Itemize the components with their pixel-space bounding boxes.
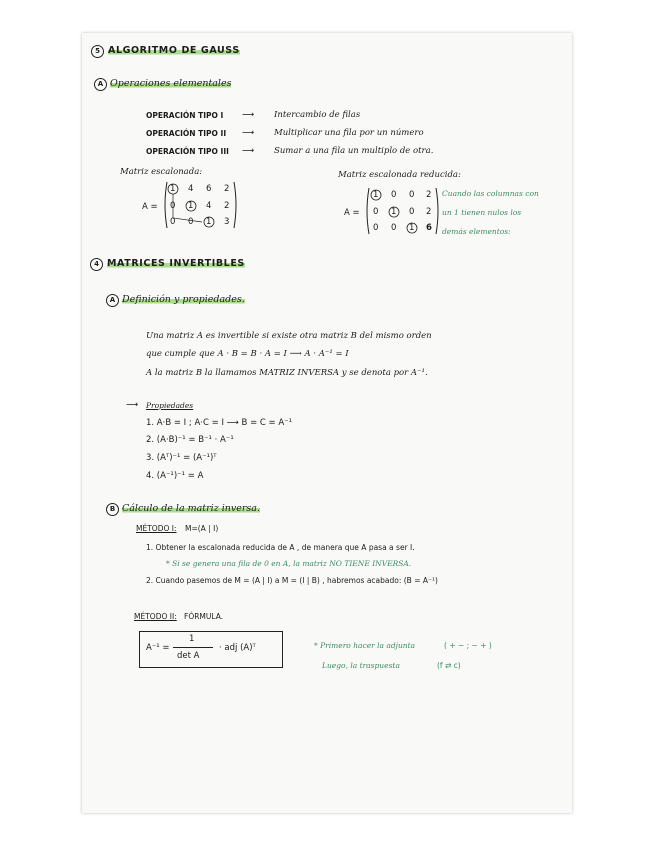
escalonada-cell: 3 — [224, 217, 230, 227]
formula-denominator: det A — [177, 651, 200, 661]
arrow-icon: ⟶ — [126, 400, 139, 410]
fraction-bar — [173, 647, 213, 648]
subsection-a-badge: A — [106, 294, 119, 307]
reducida-cell: 0 — [391, 190, 397, 200]
reducida-cell: 1 — [373, 190, 379, 200]
definition-line: que cumple que A · B = B · A = I ⟶ A · A⁻¹ = I — [146, 349, 349, 359]
reducida-cell: 0 — [391, 223, 397, 233]
property-item: 3. (Aᵀ)⁻¹ = (A⁻¹)ᵀ — [146, 453, 217, 463]
arrow-icon: ⟶ — [242, 128, 255, 138]
reducida-cell: 2 — [426, 190, 432, 200]
section-4-title: MATRICES INVERTIBLES — [107, 258, 245, 269]
escalonada-label: Matriz escalonada: — [120, 167, 203, 177]
definition-line: A la matriz B la llamamos MATRIZ INVERSA y se denota por A⁻¹. — [146, 368, 428, 378]
property-item: 4. (A⁻¹)⁻¹ = A — [146, 471, 204, 481]
metodo-2-subtitle: FÓRMULA. — [184, 612, 224, 621]
escalonada-matrix-name: A = — [142, 202, 158, 212]
transpose-hint: (f ⇄ c) — [437, 661, 461, 670]
reducida-cell: 0 — [373, 223, 379, 233]
metodo-1-step: 1. Obtener la escalonada reducida de A , de manera que A pasa a ser I. — [146, 543, 415, 552]
escalonada-cell: 2 — [224, 201, 230, 211]
signs-matrix: ( + − ; − + ) — [444, 641, 492, 650]
reducida-note-line: Cuando las columnas con — [442, 189, 539, 198]
reducida-cell: 2 — [426, 207, 432, 217]
metodo-2-title: MÉTODO II: — [134, 612, 177, 621]
metodo-1-title: MÉTODO I: — [136, 524, 177, 533]
definition-line: Una matriz A es invertible si existe otra matriz B del mismo orden — [146, 331, 432, 341]
escalonada-cell: 4 — [206, 201, 212, 211]
arrow-icon: ⟶ — [242, 110, 255, 120]
op-type-1-desc: Intercambio de filas — [274, 110, 361, 120]
reducida-cell: 0 — [373, 207, 379, 217]
op-type-2-desc: Multiplicar una fila por un número — [274, 128, 424, 138]
propiedades-title: Propiedades — [146, 401, 194, 410]
escalonada-cell: 0 — [170, 217, 176, 227]
escalonada-cell: 6 — [206, 184, 212, 194]
property-item: 2. (A·B)⁻¹ = B⁻¹ · A⁻¹ — [146, 435, 234, 445]
subsection-b-badge: B — [106, 503, 119, 516]
property-item: 1. A·B = I ; A·C = I ⟶ B = C = A⁻¹ — [146, 418, 293, 428]
formula-lhs: A⁻¹ = — [146, 643, 170, 653]
op-type-3-label: OPERACIÓN TIPO III — [146, 147, 229, 156]
escalonada-cell: 2 — [224, 184, 230, 194]
reducida-cell: 0 — [409, 207, 415, 217]
reducida-label: Matriz escalonada reducida: — [338, 170, 461, 180]
reducida-cell: 6 — [426, 223, 432, 233]
reducida-cell: 0 — [409, 190, 415, 200]
subsection-definicion-title: Definición y propiedades. — [122, 294, 245, 305]
subsection-operaciones-title: Operaciones elementales — [110, 78, 232, 89]
op-type-1-label: OPERACIÓN TIPO I — [146, 111, 224, 120]
escalonada-cell: 1 — [170, 184, 176, 194]
escalonada-cell: 4 — [188, 184, 194, 194]
formula-rhs: · adj (A)ᵀ — [219, 643, 256, 653]
reducida-cell: 1 — [391, 207, 397, 217]
metodo-1-warning: * Si se genera una fila de 0 en A, la matriz NO TIENE INVERSA. — [166, 559, 412, 568]
subsection-a-badge: A — [94, 78, 107, 91]
metodo-1-step: 2. Cuando pasemos de M = (A | I) a M = (I | B) , habremos acabado: (B = A⁻¹) — [146, 576, 438, 585]
formula-note-line: * Primero hacer la adjunta — [314, 641, 416, 650]
subsection-calculo-title: Cálculo de la matriz inversa. — [122, 503, 260, 514]
reducida-note-line: demás elementos: — [442, 227, 511, 236]
escalonada-cell: 1 — [206, 217, 212, 227]
section-4-number-badge: 4 — [90, 258, 103, 271]
formula-numerator: 1 — [189, 634, 195, 644]
reducida-cell: 1 — [409, 223, 415, 233]
metodo-1-formula: M=(A | I) — [185, 524, 219, 533]
op-type-2-label: OPERACIÓN TIPO II — [146, 129, 227, 138]
op-type-3-desc: Sumar a una fila un multiplo de otra. — [274, 146, 434, 156]
escalonada-cell: 0 — [170, 201, 176, 211]
section-5-title: ALGORITMO DE GAUSS — [108, 45, 240, 56]
section-5-number-badge: 5 — [91, 45, 104, 58]
reducida-matrix-name: A = — [344, 208, 360, 218]
arrow-icon: ⟶ — [242, 146, 255, 156]
formula-note-line: Luego, la traspuesta — [322, 661, 400, 670]
escalonada-cell: 0 — [188, 217, 194, 227]
escalonada-cell: 1 — [188, 201, 194, 211]
reducida-note-line: un 1 tienen nulos los — [442, 208, 522, 217]
